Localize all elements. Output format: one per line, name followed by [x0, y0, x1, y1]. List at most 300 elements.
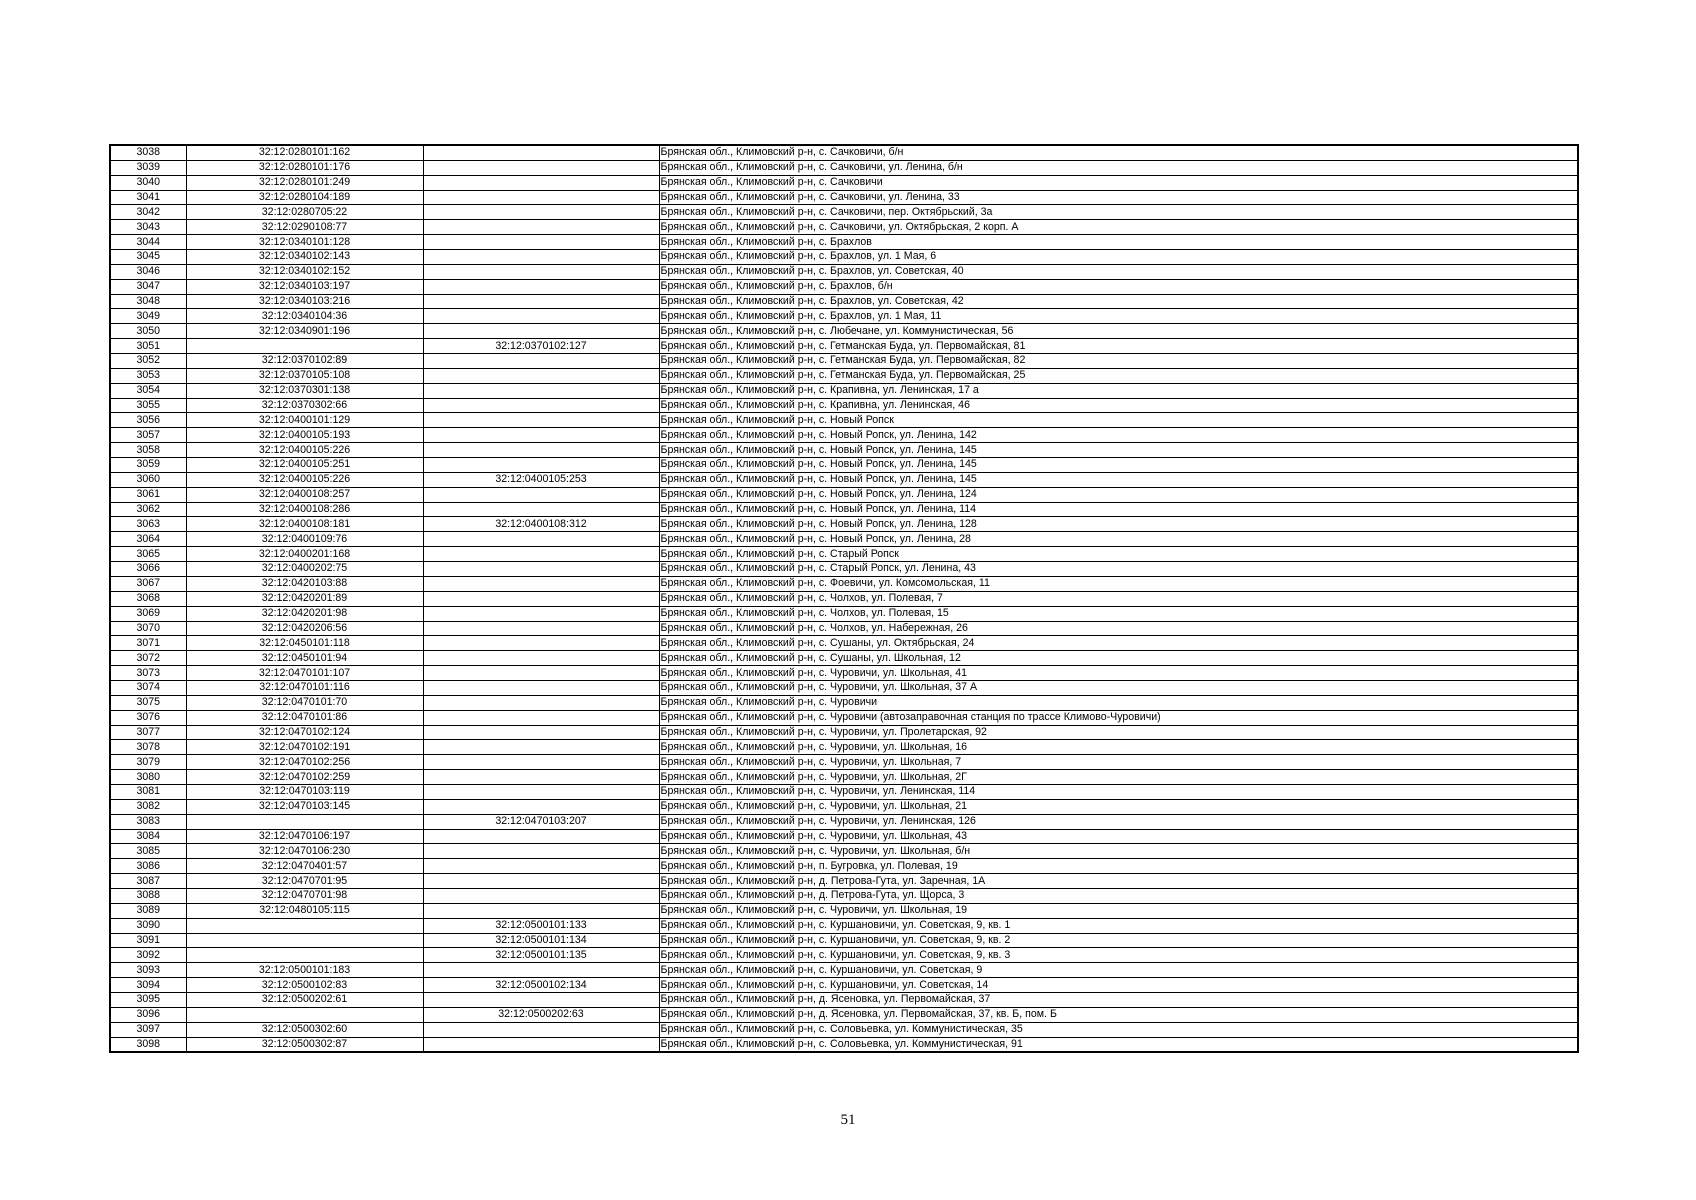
linked-cadastral-number-cell [423, 145, 659, 160]
address-cell: Брянская обл., Климовский р-н, д. Петрова-Гута, ул. Заречная, 1А [659, 874, 1578, 889]
linked-cadastral-number-cell [423, 829, 659, 844]
linked-cadastral-number-cell [423, 606, 659, 621]
row-number-cell: 3048 [110, 294, 186, 309]
linked-cadastral-number-cell [423, 354, 659, 369]
address-cell: Брянская обл., Климовский р-н, с. Брахлов, ул. 1 Мая, 11 [659, 309, 1578, 324]
linked-cadastral-number-cell [423, 413, 659, 428]
row-number-cell: 3083 [110, 814, 186, 829]
cadastral-number-cell: 32:12:0470701:98 [186, 888, 423, 903]
table-row [110, 398, 1578, 413]
row-number-cell: 3091 [110, 933, 186, 948]
row-number-cell: 3066 [110, 562, 186, 577]
cadastral-number-cell: 32:12:0280101:249 [186, 175, 423, 190]
linked-cadastral-number-cell [423, 784, 659, 799]
table-row [110, 264, 1578, 279]
cadastral-number-cell: 32:12:0470106:197 [186, 829, 423, 844]
linked-cadastral-number-cell [423, 250, 659, 265]
row-number-cell: 3077 [110, 725, 186, 740]
table-row [110, 175, 1578, 190]
row-number-cell: 3050 [110, 324, 186, 339]
linked-cadastral-number-cell [423, 443, 659, 458]
table-row [110, 235, 1578, 250]
address-cell: Брянская обл., Климовский р-н, с. Новый Ропск [659, 413, 1578, 428]
address-cell: Брянская обл., Климовский р-н, с. Сачковичи, ул. Ленина, б/н [659, 160, 1578, 175]
address-cell: Брянская обл., Климовский р-н, с. Гетманская Буда, ул. Первомайская, 81 [659, 339, 1578, 354]
address-cell: Брянская обл., Климовский р-н, с. Старый Ропск, ул. Ленина, 43 [659, 562, 1578, 577]
address-cell: Брянская обл., Климовский р-н, с. Крапивна, ул. Ленинская, 46 [659, 398, 1578, 413]
linked-cadastral-number-cell [423, 666, 659, 681]
table-row [110, 547, 1578, 562]
address-cell: Брянская обл., Климовский р-н, с. Сачковичи [659, 175, 1578, 190]
address-cell: Брянская обл., Климовский р-н, с. Чуровичи, ул. Ленинская, 126 [659, 814, 1578, 829]
row-number-cell: 3095 [110, 992, 186, 1007]
cadastral-number-cell: 32:12:0470106:230 [186, 844, 423, 859]
cadastral-number-cell: 32:12:0400108:286 [186, 502, 423, 517]
row-number-cell: 3068 [110, 591, 186, 606]
cadastral-number-cell: 32:12:0420206:56 [186, 621, 423, 636]
cadastral-number-cell: 32:12:0420201:98 [186, 606, 423, 621]
linked-cadastral-number-cell [423, 279, 659, 294]
table-row [110, 784, 1578, 799]
address-cell: Брянская обл., Климовский р-н, с. Соловьевка, ул. Коммунистическая, 91 [659, 1037, 1578, 1052]
row-number-cell: 3049 [110, 309, 186, 324]
table-row [110, 413, 1578, 428]
linked-cadastral-number-cell [423, 859, 659, 874]
address-cell: Брянская обл., Климовский р-н, с. Чуровичи, ул. Школьная, 21 [659, 799, 1578, 814]
linked-cadastral-number-cell [423, 368, 659, 383]
row-number-cell: 3071 [110, 636, 186, 651]
table-row [110, 205, 1578, 220]
row-number-cell: 3097 [110, 1022, 186, 1037]
row-number-cell: 3074 [110, 680, 186, 695]
linked-cadastral-number-cell: 32:12:0500101:134 [423, 933, 659, 948]
row-number-cell: 3088 [110, 888, 186, 903]
cadastral-number-cell: 32:12:0400105:226 [186, 472, 423, 487]
row-number-cell: 3098 [110, 1037, 186, 1052]
cadastral-number-cell: 32:12:0500102:83 [186, 978, 423, 993]
address-cell: Брянская обл., Климовский р-н, с. Новый Ропск, ул. Ленина, 145 [659, 443, 1578, 458]
row-number-cell: 3041 [110, 190, 186, 205]
table-row [110, 591, 1578, 606]
table-row [110, 933, 1578, 948]
table-row [110, 502, 1578, 517]
address-cell: Брянская обл., Климовский р-н, с. Сушаны, ул. Школьная, 12 [659, 651, 1578, 666]
table-row [110, 651, 1578, 666]
address-cell: Брянская обл., Климовский р-н, с. Чолхов, ул. Набережная, 26 [659, 621, 1578, 636]
table-row [110, 562, 1578, 577]
row-number-cell: 3039 [110, 160, 186, 175]
cadastral-number-cell [186, 1007, 423, 1022]
linked-cadastral-number-cell [423, 844, 659, 859]
address-cell: Брянская обл., Климовский р-н, с. Брахлов, ул. 1 Мая, 6 [659, 250, 1578, 265]
table-row [110, 472, 1578, 487]
linked-cadastral-number-cell [423, 532, 659, 547]
row-number-cell: 3089 [110, 903, 186, 918]
address-cell: Брянская обл., Климовский р-н, с. Сачковичи, б/н [659, 145, 1578, 160]
address-cell: Брянская обл., Климовский р-н, п. Бугровка, ул. Полевая, 19 [659, 859, 1578, 874]
row-number-cell: 3044 [110, 235, 186, 250]
table-row [110, 220, 1578, 235]
cadastral-number-cell [186, 948, 423, 963]
row-number-cell: 3063 [110, 517, 186, 532]
row-number-cell: 3065 [110, 547, 186, 562]
cadastral-number-cell [186, 339, 423, 354]
address-cell: Брянская обл., Климовский р-н, с. Старый Ропск [659, 547, 1578, 562]
cadastral-number-cell: 32:12:0480105:115 [186, 903, 423, 918]
table-row [110, 874, 1578, 889]
address-cell: Брянская обл., Климовский р-н, с. Новый Ропск, ул. Ленина, 114 [659, 502, 1578, 517]
table-row [110, 666, 1578, 681]
row-number-cell: 3092 [110, 948, 186, 963]
cadastral-number-cell: 32:12:0470102:124 [186, 725, 423, 740]
linked-cadastral-number-cell [423, 547, 659, 562]
linked-cadastral-number-cell: 32:12:0500101:135 [423, 948, 659, 963]
cadastral-number-cell: 32:12:0420201:89 [186, 591, 423, 606]
row-number-cell: 3060 [110, 472, 186, 487]
table-row [110, 695, 1578, 710]
address-cell: Брянская обл., Климовский р-н, с. Чуровичи, ул. Школьная, 19 [659, 903, 1578, 918]
linked-cadastral-number-cell: 32:12:0400105:253 [423, 472, 659, 487]
address-cell: Брянская обл., Климовский р-н, с. Куршановичи, ул. Советская, 9 [659, 963, 1578, 978]
table-row [110, 428, 1578, 443]
table-row [110, 963, 1578, 978]
cadastral-number-cell: 32:12:0450101:94 [186, 651, 423, 666]
cadastral-number-cell: 32:12:0340103:197 [186, 279, 423, 294]
address-cell: Брянская обл., Климовский р-н, с. Чуровичи, ул. Школьная, 7 [659, 755, 1578, 770]
linked-cadastral-number-cell [423, 294, 659, 309]
row-number-cell: 3062 [110, 502, 186, 517]
table-row [110, 517, 1578, 532]
address-cell: Брянская обл., Климовский р-н, с. Брахлов [659, 235, 1578, 250]
cadastral-number-cell: 32:12:0470102:256 [186, 755, 423, 770]
linked-cadastral-number-cell [423, 205, 659, 220]
cadastral-number-cell: 32:12:0500302:87 [186, 1037, 423, 1052]
linked-cadastral-number-cell [423, 591, 659, 606]
cadastral-number-cell: 32:12:0340102:143 [186, 250, 423, 265]
linked-cadastral-number-cell [423, 235, 659, 250]
row-number-cell: 3040 [110, 175, 186, 190]
table-row [110, 710, 1578, 725]
linked-cadastral-number-cell [423, 888, 659, 903]
cadastral-number-cell: 32:12:0280101:176 [186, 160, 423, 175]
row-number-cell: 3047 [110, 279, 186, 294]
address-cell: Брянская обл., Климовский р-н, с. Чуровичи, ул. Школьная, 16 [659, 740, 1578, 755]
address-cell: Брянская обл., Климовский р-н, с. Куршановичи, ул. Советская, 14 [659, 978, 1578, 993]
address-cell: Брянская обл., Климовский р-н, д. Петрова-Гута, ул. Щорса, 3 [659, 888, 1578, 903]
cadastral-number-cell: 32:12:0290108:77 [186, 220, 423, 235]
address-cell: Брянская обл., Климовский р-н, с. Брахлов, б/н [659, 279, 1578, 294]
cadastral-number-cell: 32:12:0340104:36 [186, 309, 423, 324]
table-row [110, 829, 1578, 844]
row-number-cell: 3094 [110, 978, 186, 993]
property-table [109, 144, 1579, 1053]
table-row [110, 606, 1578, 621]
cadastral-number-cell [186, 933, 423, 948]
table-row [110, 190, 1578, 205]
address-cell: Брянская обл., Климовский р-н, с. Любечане, ул. Коммунистическая, 56 [659, 324, 1578, 339]
cadastral-number-cell: 32:12:0400105:251 [186, 458, 423, 473]
cadastral-number-cell: 32:12:0500202:61 [186, 992, 423, 1007]
table-row [110, 324, 1578, 339]
row-number-cell: 3084 [110, 829, 186, 844]
cadastral-number-cell: 32:12:0280101:162 [186, 145, 423, 160]
address-cell: Брянская обл., Климовский р-н, с. Чуровичи, ул. Школьная, 41 [659, 666, 1578, 681]
table-row [110, 978, 1578, 993]
row-number-cell: 3046 [110, 264, 186, 279]
cadastral-number-cell: 32:12:0470101:107 [186, 666, 423, 681]
table-row [110, 368, 1578, 383]
linked-cadastral-number-cell: 32:12:0500102:134 [423, 978, 659, 993]
table-row [110, 636, 1578, 651]
linked-cadastral-number-cell [423, 755, 659, 770]
table-row [110, 948, 1578, 963]
table-row [110, 680, 1578, 695]
linked-cadastral-number-cell [423, 963, 659, 978]
row-number-cell: 3055 [110, 398, 186, 413]
linked-cadastral-number-cell [423, 695, 659, 710]
row-number-cell: 3093 [110, 963, 186, 978]
address-cell: Брянская обл., Климовский р-н, с. Чуровичи, ул. Школьная, 2Г [659, 770, 1578, 785]
row-number-cell: 3085 [110, 844, 186, 859]
cadastral-number-cell: 32:12:0340101:128 [186, 235, 423, 250]
row-number-cell: 3064 [110, 532, 186, 547]
linked-cadastral-number-cell [423, 309, 659, 324]
page-number: 51 [840, 1112, 856, 1128]
linked-cadastral-number-cell [423, 576, 659, 591]
cadastral-number-cell: 32:12:0280705:22 [186, 205, 423, 220]
linked-cadastral-number-cell [423, 710, 659, 725]
table-row [110, 279, 1578, 294]
row-number-cell: 3096 [110, 1007, 186, 1022]
row-number-cell: 3081 [110, 784, 186, 799]
address-cell: Брянская обл., Климовский р-н, с. Гетманская Буда, ул. Первомайская, 82 [659, 354, 1578, 369]
row-number-cell: 3086 [110, 859, 186, 874]
linked-cadastral-number-cell [423, 680, 659, 695]
address-cell: Брянская обл., Климовский р-н, с. Чуровичи, ул. Школьная, б/н [659, 844, 1578, 859]
cadastral-number-cell: 32:12:0470102:191 [186, 740, 423, 755]
table-row [110, 250, 1578, 265]
address-cell: Брянская обл., Климовский р-н, с. Чуровичи, ул. Ленинская, 114 [659, 784, 1578, 799]
linked-cadastral-number-cell [423, 621, 659, 636]
cadastral-number-cell: 32:12:0400202:75 [186, 562, 423, 577]
row-number-cell: 3052 [110, 354, 186, 369]
table-row [110, 1007, 1578, 1022]
address-cell: Брянская обл., Климовский р-н, с. Новый Ропск, ул. Ленина, 145 [659, 472, 1578, 487]
table-row [110, 443, 1578, 458]
linked-cadastral-number-cell [423, 264, 659, 279]
table-row [110, 903, 1578, 918]
linked-cadastral-number-cell [423, 487, 659, 502]
address-cell: Брянская обл., Климовский р-н, с. Сачковичи, ул. Ленина, 33 [659, 190, 1578, 205]
linked-cadastral-number-cell [423, 220, 659, 235]
address-cell: Брянская обл., Климовский р-н, с. Крапивна, ул. Ленинская, 17 а [659, 383, 1578, 398]
table-row [110, 814, 1578, 829]
table-row [110, 725, 1578, 740]
cadastral-number-cell: 32:12:0370102:89 [186, 354, 423, 369]
linked-cadastral-number-cell [423, 562, 659, 577]
row-number-cell: 3067 [110, 576, 186, 591]
address-cell: Брянская обл., Климовский р-н, с. Куршановичи, ул. Советская, 9, кв. 2 [659, 933, 1578, 948]
table-row [110, 1022, 1578, 1037]
cadastral-number-cell [186, 918, 423, 933]
table-row [110, 755, 1578, 770]
cadastral-number-cell: 32:12:0470103:119 [186, 784, 423, 799]
table-row [110, 799, 1578, 814]
address-cell: Брянская обл., Климовский р-н, с. Куршановичи, ул. Советская, 9, кв. 3 [659, 948, 1578, 963]
table-row [110, 354, 1578, 369]
cadastral-number-cell: 32:12:0400109:76 [186, 532, 423, 547]
table-row [110, 458, 1578, 473]
cadastral-number-cell: 32:12:0370301:138 [186, 383, 423, 398]
table-row [110, 992, 1578, 1007]
linked-cadastral-number-cell [423, 770, 659, 785]
table-row [110, 487, 1578, 502]
address-cell: Брянская обл., Климовский р-н, с. Новый Ропск, ул. Ленина, 124 [659, 487, 1578, 502]
cadastral-number-cell: 32:12:0470701:95 [186, 874, 423, 889]
table-row [110, 740, 1578, 755]
table-row [110, 145, 1578, 160]
address-cell: Брянская обл., Климовский р-н, с. Новый Ропск, ул. Ленина, 128 [659, 517, 1578, 532]
table-row [110, 859, 1578, 874]
address-cell: Брянская обл., Климовский р-н, с. Сушаны, ул. Октябрьская, 24 [659, 636, 1578, 651]
linked-cadastral-number-cell [423, 458, 659, 473]
row-number-cell: 3061 [110, 487, 186, 502]
row-number-cell: 3059 [110, 458, 186, 473]
address-cell: Брянская обл., Климовский р-н, с. Куршановичи, ул. Советская, 9, кв. 1 [659, 918, 1578, 933]
table-row [110, 532, 1578, 547]
cadastral-number-cell: 32:12:0370302:66 [186, 398, 423, 413]
cadastral-number-cell [186, 814, 423, 829]
address-cell: Брянская обл., Климовский р-н, с. Чуровичи (автозаправочная станция по трассе Климово-Чуровичи) [659, 710, 1578, 725]
cadastral-number-cell: 32:12:0400108:257 [186, 487, 423, 502]
property-table-body [110, 145, 1578, 1052]
linked-cadastral-number-cell [423, 324, 659, 339]
row-number-cell: 3079 [110, 755, 186, 770]
row-number-cell: 3045 [110, 250, 186, 265]
row-number-cell: 3080 [110, 770, 186, 785]
linked-cadastral-number-cell [423, 398, 659, 413]
linked-cadastral-number-cell [423, 428, 659, 443]
cadastral-number-cell: 32:12:0500302:60 [186, 1022, 423, 1037]
address-cell: Брянская обл., Климовский р-н, с. Фоевичи, ул. Комсомольская, 11 [659, 576, 1578, 591]
address-cell: Брянская обл., Климовский р-н, с. Брахлов, ул. Советская, 40 [659, 264, 1578, 279]
cadastral-number-cell: 32:12:0280104:189 [186, 190, 423, 205]
cadastral-number-cell: 32:12:0470101:116 [186, 680, 423, 695]
row-number-cell: 3070 [110, 621, 186, 636]
cadastral-number-cell: 32:12:0340901:196 [186, 324, 423, 339]
row-number-cell: 3076 [110, 710, 186, 725]
row-number-cell: 3090 [110, 918, 186, 933]
cadastral-number-cell: 32:12:0470101:70 [186, 695, 423, 710]
table-row [110, 576, 1578, 591]
table-row [110, 770, 1578, 785]
address-cell: Брянская обл., Климовский р-н, с. Чолхов, ул. Полевая, 7 [659, 591, 1578, 606]
cadastral-number-cell: 32:12:0470103:145 [186, 799, 423, 814]
address-cell: Брянская обл., Климовский р-н, с. Брахлов, ул. Советская, 42 [659, 294, 1578, 309]
address-cell: Брянская обл., Климовский р-н, с. Новый Ропск, ул. Ленина, 142 [659, 428, 1578, 443]
linked-cadastral-number-cell [423, 903, 659, 918]
table-row [110, 1037, 1578, 1052]
linked-cadastral-number-cell [423, 190, 659, 205]
address-cell: Брянская обл., Климовский р-н, с. Чуровичи, ул. Школьная, 43 [659, 829, 1578, 844]
row-number-cell: 3078 [110, 740, 186, 755]
row-number-cell: 3087 [110, 874, 186, 889]
linked-cadastral-number-cell [423, 874, 659, 889]
row-number-cell: 3072 [110, 651, 186, 666]
row-number-cell: 3082 [110, 799, 186, 814]
linked-cadastral-number-cell [423, 175, 659, 190]
linked-cadastral-number-cell [423, 799, 659, 814]
cadastral-number-cell: 32:12:0340102:152 [186, 264, 423, 279]
table-row [110, 309, 1578, 324]
address-cell: Брянская обл., Климовский р-н, с. Соловьевка, ул. Коммунистическая, 35 [659, 1022, 1578, 1037]
row-number-cell: 3057 [110, 428, 186, 443]
row-number-cell: 3043 [110, 220, 186, 235]
address-cell: Брянская обл., Климовский р-н, с. Сачковичи, ул. Октябрьская, 2 корп. А [659, 220, 1578, 235]
address-cell: Брянская обл., Климовский р-н, с. Сачковичи, пер. Октябрьский, 3а [659, 205, 1578, 220]
row-number-cell: 3038 [110, 145, 186, 160]
linked-cadastral-number-cell: 32:12:0370102:127 [423, 339, 659, 354]
row-number-cell: 3051 [110, 339, 186, 354]
address-cell: Брянская обл., Климовский р-н, д. Ясеновка, ул. Первомайская, 37 [659, 992, 1578, 1007]
linked-cadastral-number-cell: 32:12:0400108:312 [423, 517, 659, 532]
address-cell: Брянская обл., Климовский р-н, с. Чуровичи [659, 695, 1578, 710]
cadastral-number-cell: 32:12:0420103:88 [186, 576, 423, 591]
table-row [110, 888, 1578, 903]
address-cell: Брянская обл., Климовский р-н, с. Чуровичи, ул. Школьная, 37 А [659, 680, 1578, 695]
cadastral-number-cell: 32:12:0400105:193 [186, 428, 423, 443]
linked-cadastral-number-cell: 32:12:0470103:207 [423, 814, 659, 829]
table-row [110, 383, 1578, 398]
linked-cadastral-number-cell [423, 992, 659, 1007]
linked-cadastral-number-cell [423, 740, 659, 755]
row-number-cell: 3075 [110, 695, 186, 710]
address-cell: Брянская обл., Климовский р-н, с. Новый Ропск, ул. Ленина, 145 [659, 458, 1578, 473]
cadastral-number-cell: 32:12:0340103:216 [186, 294, 423, 309]
linked-cadastral-number-cell [423, 160, 659, 175]
row-number-cell: 3056 [110, 413, 186, 428]
cadastral-number-cell: 32:12:0470102:259 [186, 770, 423, 785]
linked-cadastral-number-cell: 32:12:0500101:133 [423, 918, 659, 933]
linked-cadastral-number-cell [423, 651, 659, 666]
row-number-cell: 3053 [110, 368, 186, 383]
row-number-cell: 3042 [110, 205, 186, 220]
cadastral-number-cell: 32:12:0400105:226 [186, 443, 423, 458]
cadastral-number-cell: 32:12:0370105:108 [186, 368, 423, 383]
linked-cadastral-number-cell [423, 383, 659, 398]
table-row [110, 621, 1578, 636]
row-number-cell: 3058 [110, 443, 186, 458]
cadastral-number-cell: 32:12:0470101:86 [186, 710, 423, 725]
cadastral-number-cell: 32:12:0450101:118 [186, 636, 423, 651]
table-row [110, 294, 1578, 309]
row-number-cell: 3054 [110, 383, 186, 398]
table-row [110, 160, 1578, 175]
linked-cadastral-number-cell [423, 636, 659, 651]
linked-cadastral-number-cell [423, 725, 659, 740]
cadastral-number-cell: 32:12:0470401:57 [186, 859, 423, 874]
address-cell: Брянская обл., Климовский р-н, д. Ясеновка, ул. Первомайская, 37, кв. Б, пом. Б [659, 1007, 1578, 1022]
row-number-cell: 3069 [110, 606, 186, 621]
cadastral-number-cell: 32:12:0500101:183 [186, 963, 423, 978]
row-number-cell: 3073 [110, 666, 186, 681]
table-row [110, 844, 1578, 859]
linked-cadastral-number-cell: 32:12:0500202:63 [423, 1007, 659, 1022]
address-cell: Брянская обл., Климовский р-н, с. Чуровичи, ул. Пролетарская, 92 [659, 725, 1578, 740]
cadastral-number-cell: 32:12:0400108:181 [186, 517, 423, 532]
cadastral-number-cell: 32:12:0400101:129 [186, 413, 423, 428]
table-row [110, 339, 1578, 354]
